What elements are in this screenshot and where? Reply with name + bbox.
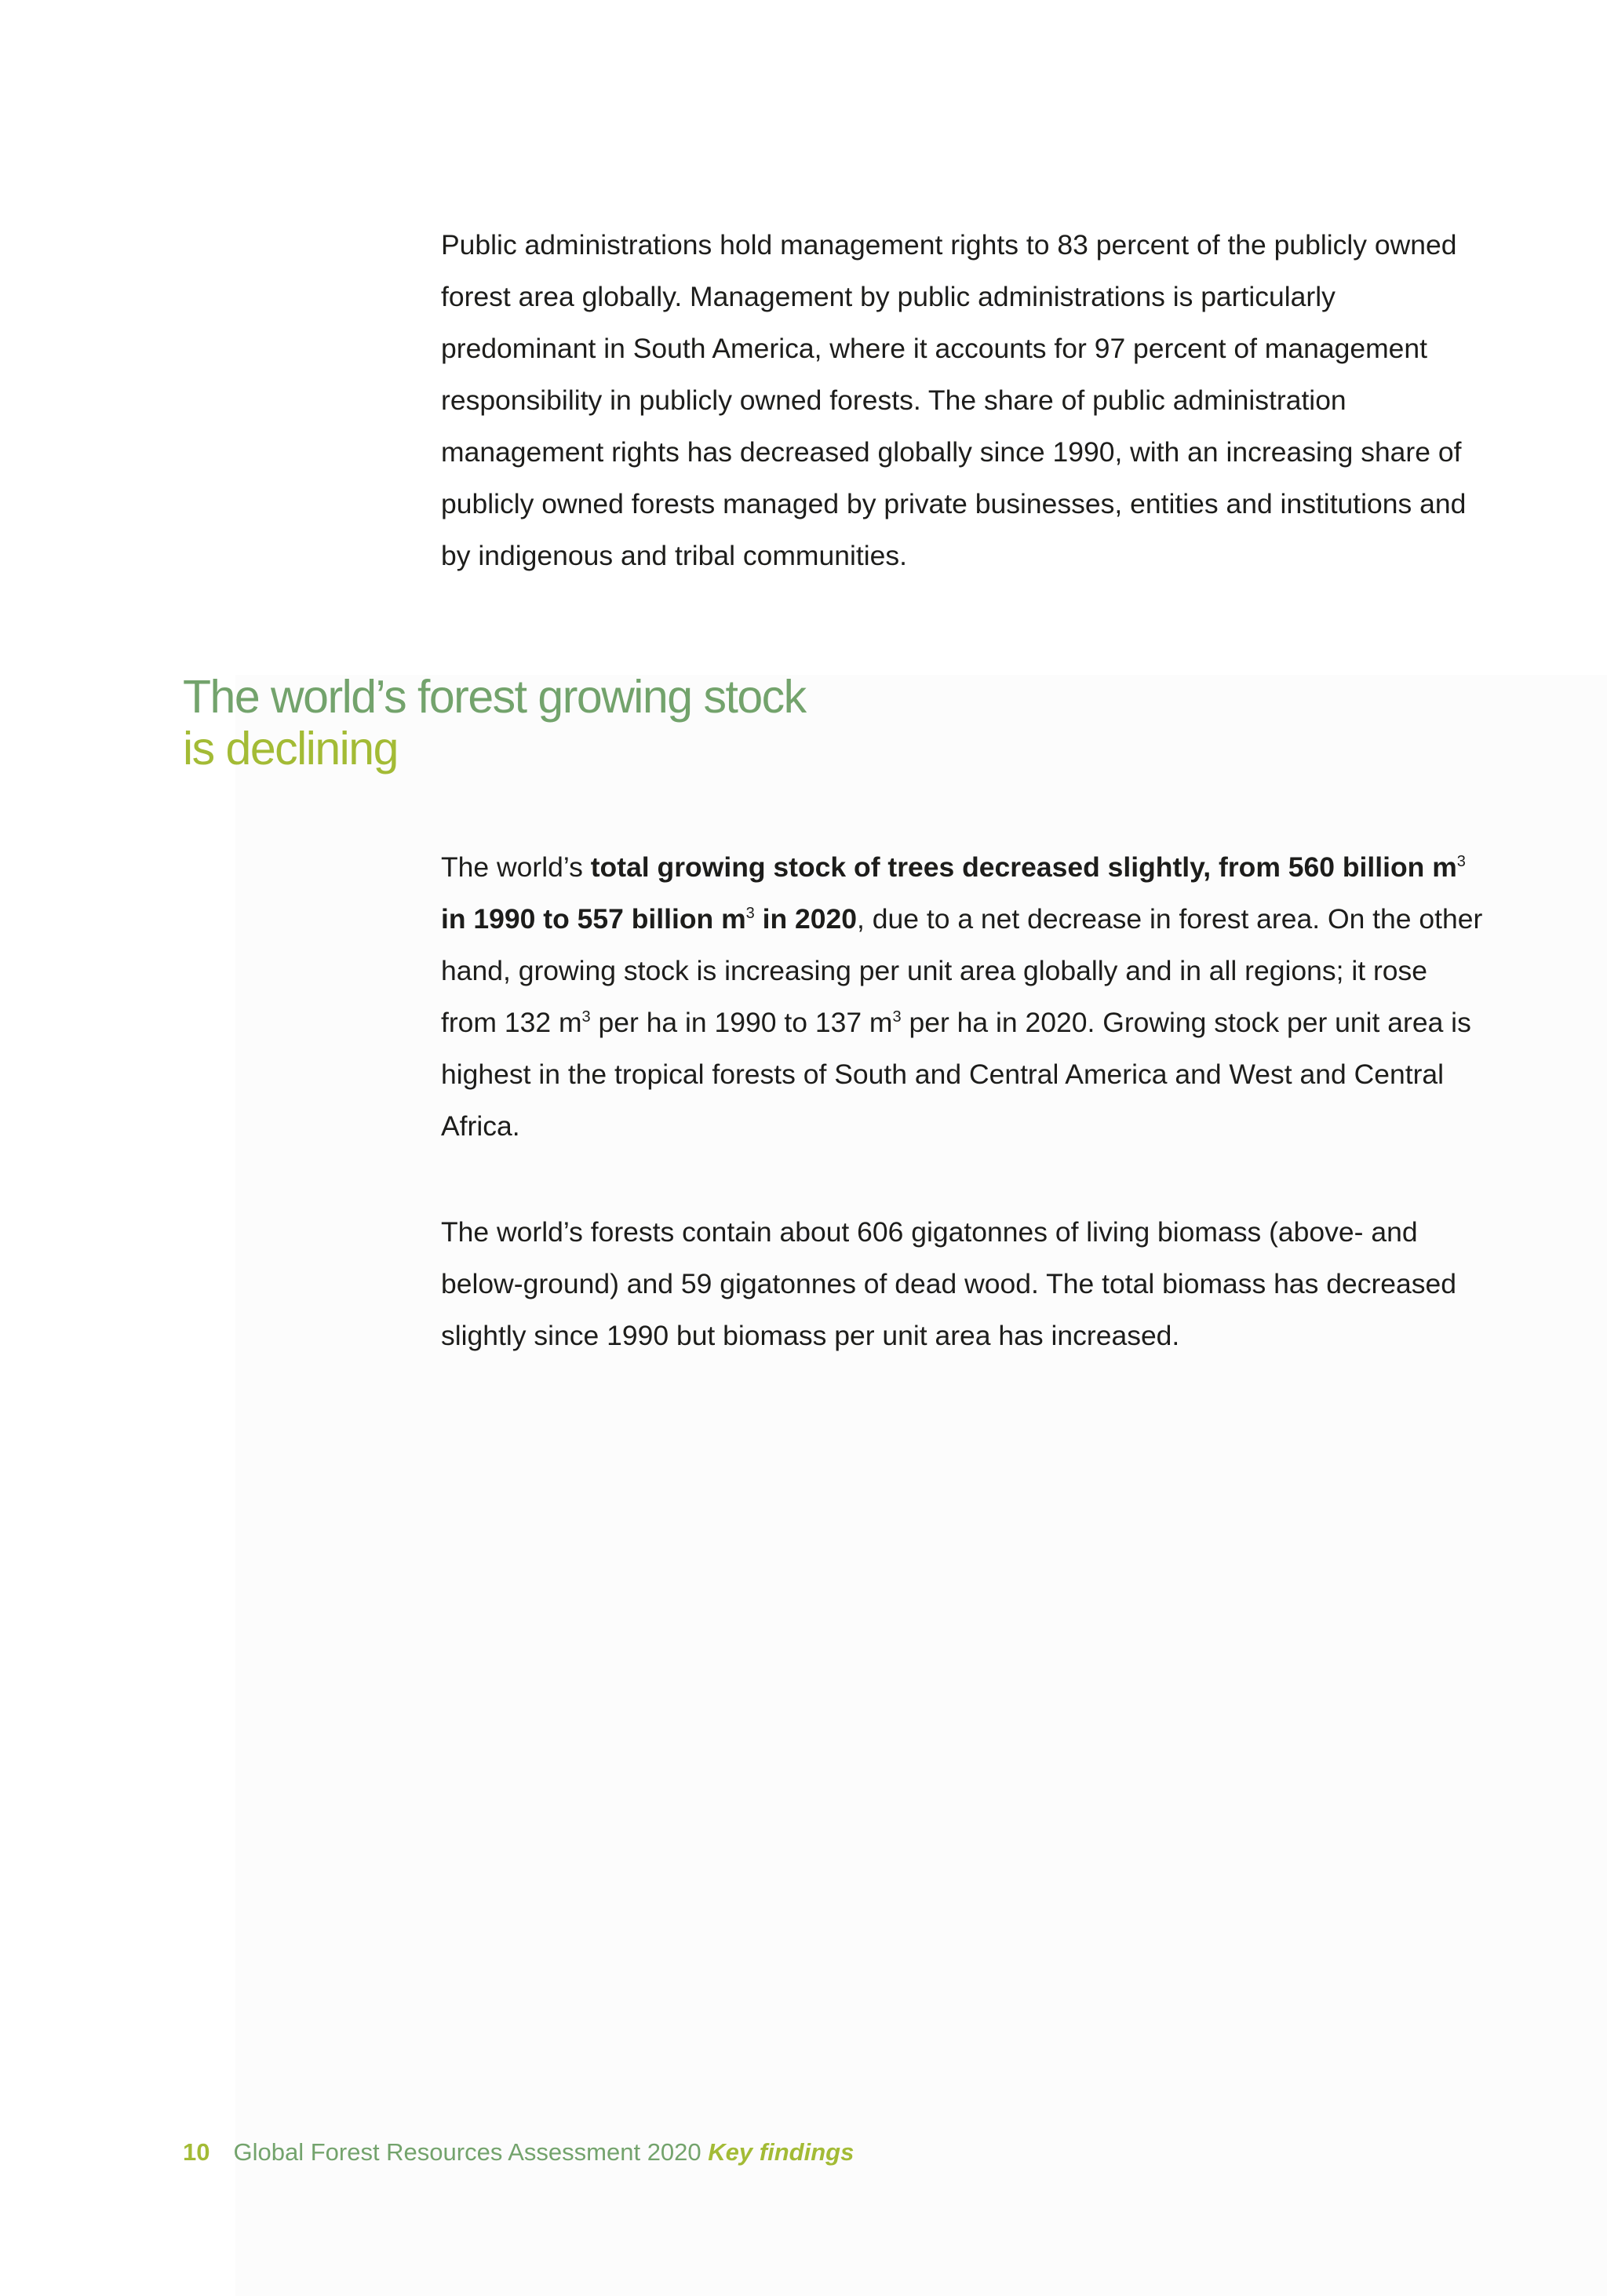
paragraph-management-rights: Public administrations hold management rights to 83 percent of the publicly owned forest area globally. Management by public administrations is particularly predominant in South America, where it accounts for 97 percent of management responsibility in publicly owned forests. The share of public administration management rights has decreased globally since 1990, with an increasing share of publicly owned forests managed by private businesses, entities and institutions and by indigenous and tribal communities. <box>441 229 1467 571</box>
paragraph-growing-stock-text: , due to a net decrease in forest area. On the other hand, growing stock is increasing per unit area globally and in all regions; it rose from 132 m <box>441 903 1483 1038</box>
section-heading-line2: is declining <box>183 723 398 774</box>
growing-stock-highlight-2: in 1990 to 557 billion m <box>441 903 746 935</box>
footer-title: Global Forest Resources Assessment 2020 <box>233 2138 701 2166</box>
cubic-superscript: 3 <box>1456 853 1466 870</box>
paragraph-growing-stock <box>441 841 1485 1152</box>
cubic-superscript: 3 <box>892 1008 902 1026</box>
growing-stock-highlight-3: in 2020 <box>754 903 858 935</box>
cubic-superscript: 3 <box>745 905 755 922</box>
footer-subtitle: Key findings <box>708 2138 855 2166</box>
paragraph-growing-stock-intro: The world’s <box>441 851 591 883</box>
cubic-superscript: 3 <box>581 1008 591 1026</box>
paragraph-growing-stock-text: per ha in 1990 to 137 m <box>590 1007 893 1038</box>
page-footer <box>183 2133 854 2172</box>
paragraph-biomass: The world’s forests contain about 606 gigatonnes of living biomass (above- and below-ground) and 59 gigatonnes of dead wood. The total biomass has decreased slightly since 1990 but biomass per unit area has increased. <box>441 1216 1456 1351</box>
paragraph-growing-stock-text: per ha in 2020. Growing stock per unit area is highest in the tropical forests of South and Central America and West and Central Africa. <box>441 1007 1471 1142</box>
section-heading <box>183 671 806 774</box>
section-heading-line1: The world’s forest growing stock <box>183 671 806 723</box>
growing-stock-highlight-1: total growing stock of trees decreased slightly, from 560 billion m <box>590 851 1457 883</box>
page-number: 10 <box>183 2138 210 2166</box>
